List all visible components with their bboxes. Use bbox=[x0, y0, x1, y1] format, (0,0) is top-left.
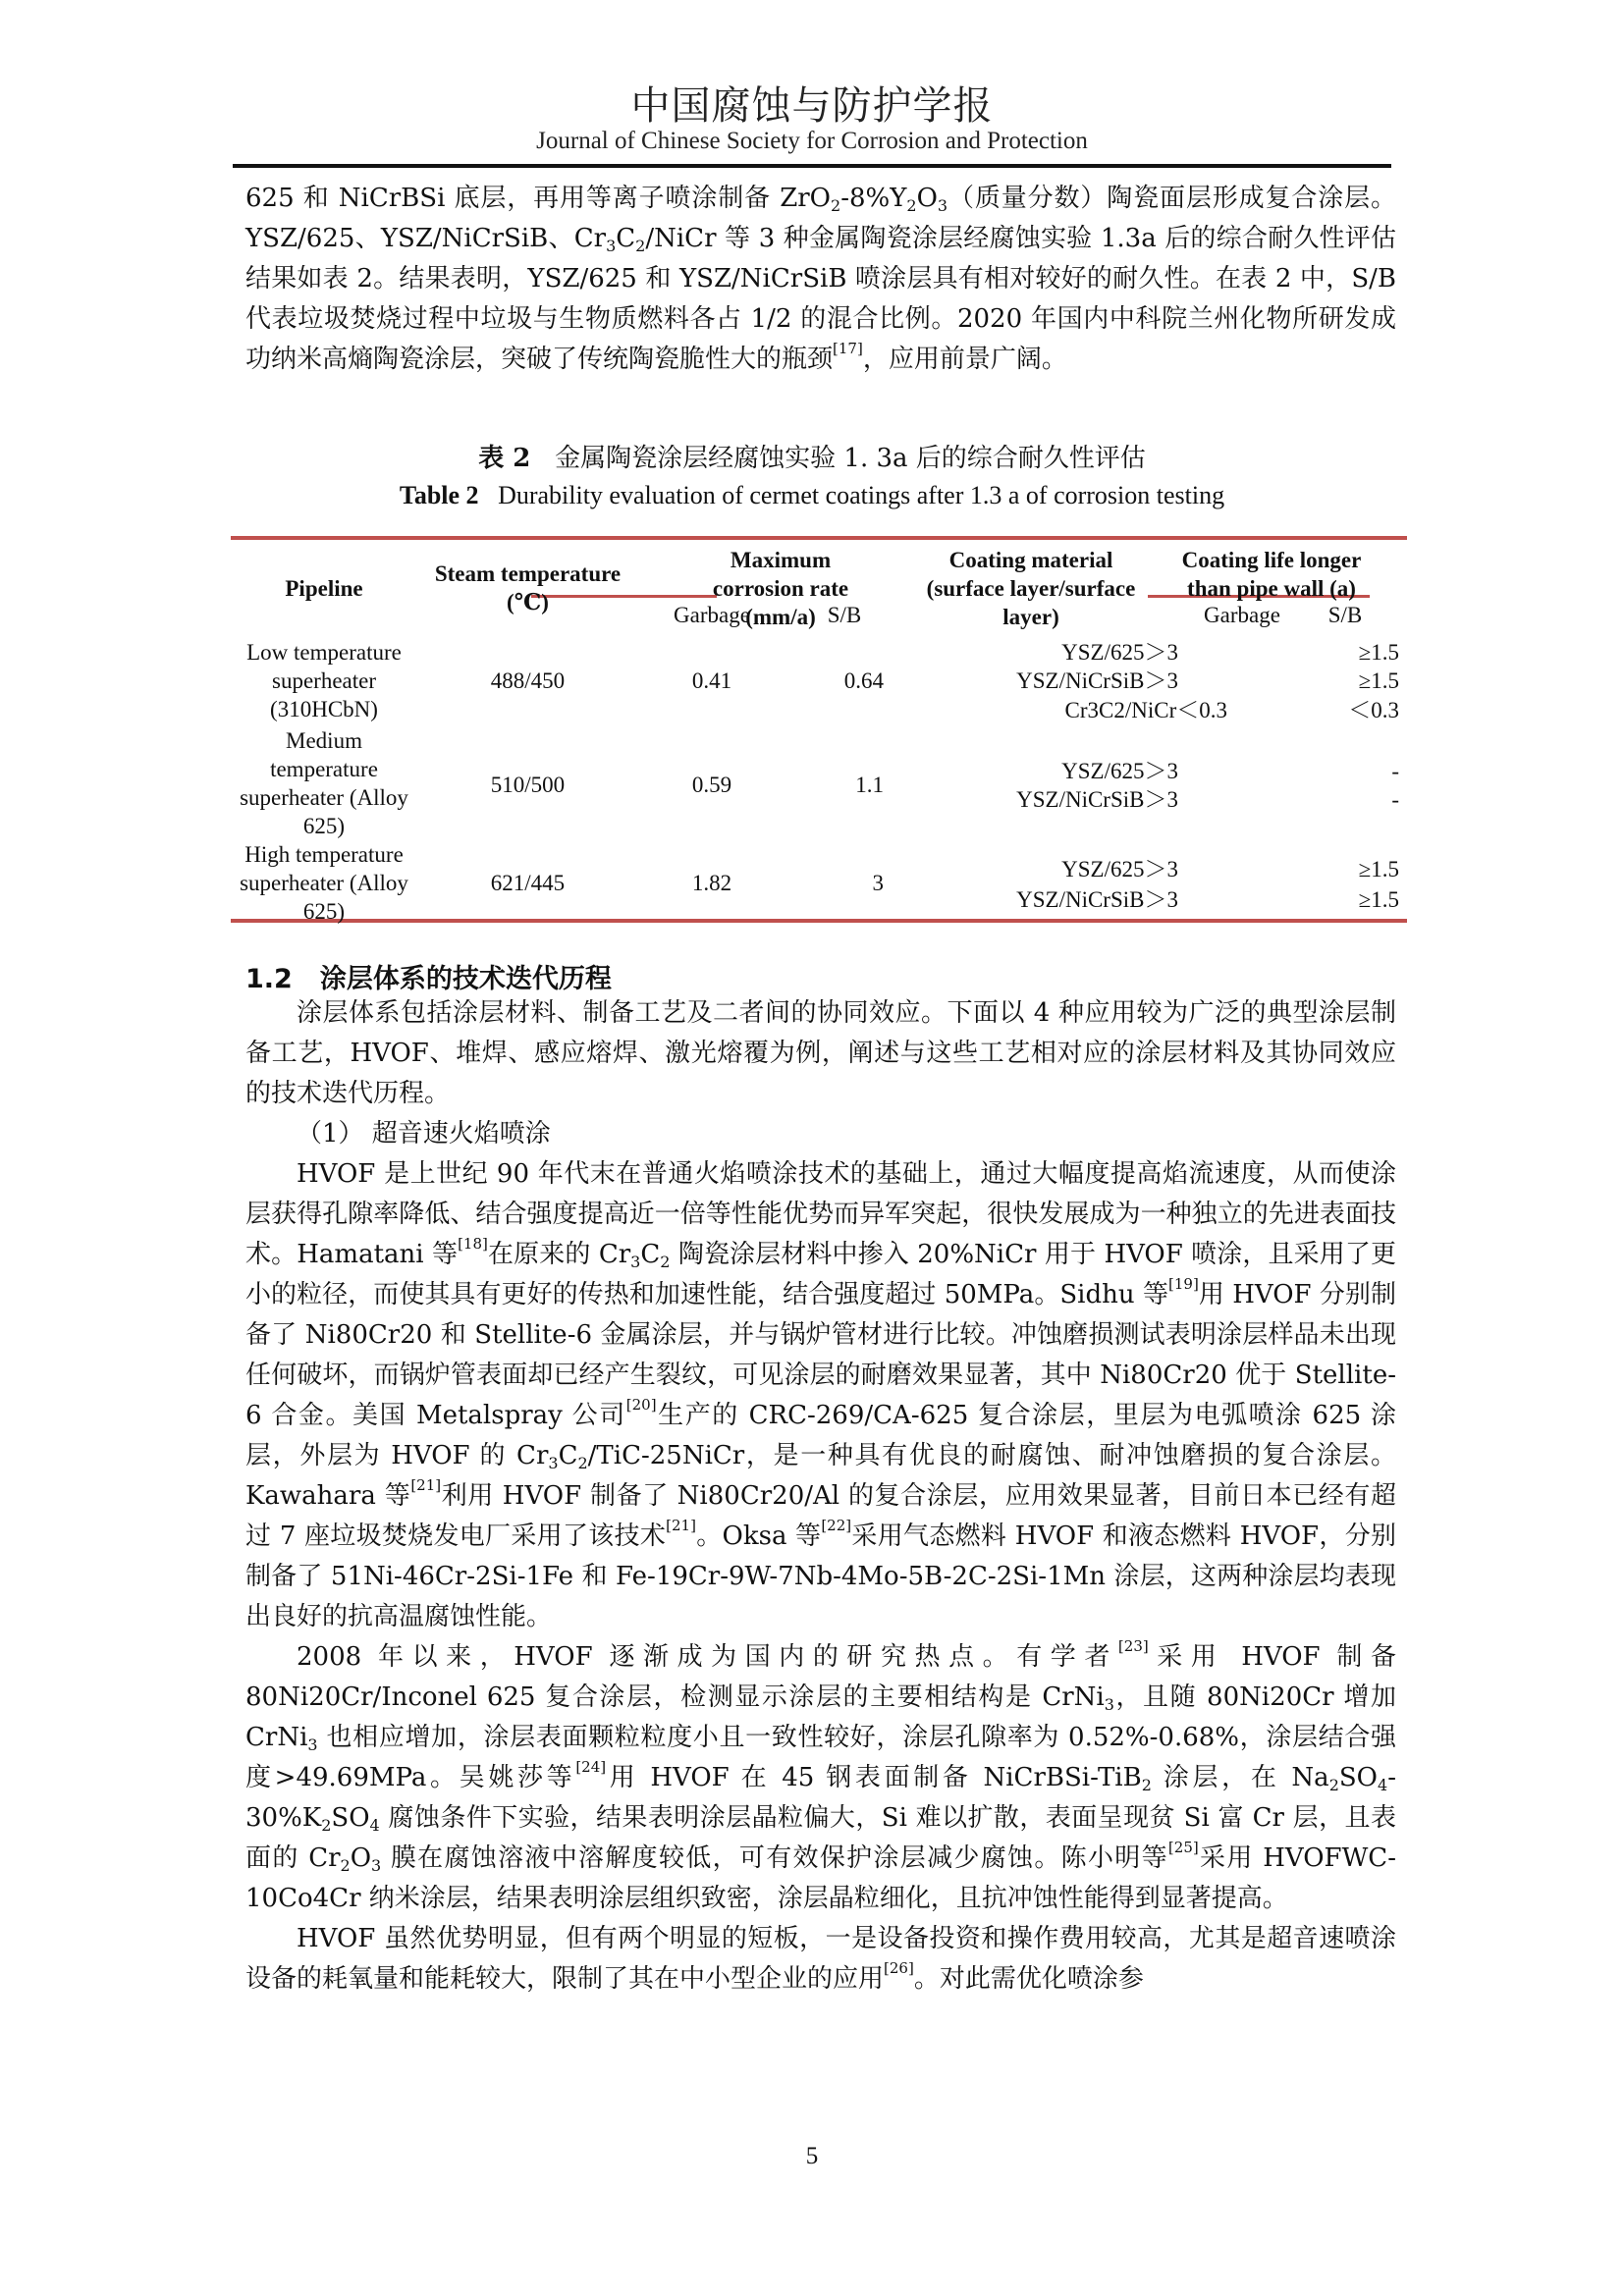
paragraph: 涂层体系包括涂层材料、制备工艺及二者间的协同效应。下面以 4 种应用较为广泛的典型涂层制备工艺，HVOF、堆焊、感应熔焊、激光熔覆为例，阐述与这些工艺相对应的涂层材料及其协同效应的技术迭代历程。 bbox=[245, 998, 1396, 1108]
text: ，应用前景广阔。 bbox=[862, 345, 1067, 374]
header-steam-temperature: Steam temperature (℃) bbox=[434, 561, 622, 614]
row2-pipeline: Medium temperature superheater (Alloy 625) bbox=[240, 728, 408, 838]
citation[interactable]: [26] bbox=[884, 1959, 914, 1977]
row3-life-sb-1: ≥1.5 bbox=[1358, 857, 1399, 881]
table-title-en: Durability evaluation of cermet coatings after 1.3 a of corrosion testing bbox=[498, 481, 1225, 509]
text: SO bbox=[1338, 1763, 1379, 1792]
text: C bbox=[640, 1240, 661, 1269]
page-number: 5 bbox=[805, 2143, 819, 2169]
journal-title-cn: 中国腐蚀与防护学报 bbox=[630, 83, 994, 129]
text: /TiC-25NiCr，是一种具有优良的耐腐蚀、耐冲蚀磨损的复合涂层。Kawahara 等 bbox=[245, 1441, 1397, 1511]
row2-corr-garbage: 0.59 bbox=[691, 773, 732, 797]
coating-life-garbage: ＞3 bbox=[1144, 857, 1178, 881]
row2-life-sb-1: - bbox=[1391, 759, 1399, 783]
text: O bbox=[350, 1843, 372, 1873]
paragraph-hvof-history bbox=[245, 1154, 1396, 1637]
coating-material: YSZ/625 bbox=[1061, 857, 1145, 881]
row1-life-sb-1: ≥1.5 bbox=[1358, 640, 1399, 665]
row3-life-sb-2: ≥1.5 bbox=[1358, 887, 1399, 912]
row3-coating-2 bbox=[923, 885, 1178, 914]
coating-material: YSZ/NiCrSiB bbox=[1016, 668, 1145, 693]
coating-material: Cr3C2/NiCr bbox=[1064, 698, 1177, 722]
citation[interactable]: [20] bbox=[625, 1396, 657, 1414]
row1-coating-1 bbox=[923, 638, 1178, 667]
section-title: 涂层体系的技术迭代历程 bbox=[319, 964, 612, 994]
text: C bbox=[558, 1441, 578, 1470]
coating-life-garbage: ＞3 bbox=[1144, 787, 1178, 812]
paragraph-domestic-research bbox=[245, 1637, 1396, 1919]
text: ，且随 80Ni20Cr 增加 CrNi bbox=[245, 1682, 1396, 1752]
text: 用 HVOF 在 45 钢表面制备 NiCrBSi-TiB bbox=[606, 1763, 1142, 1792]
text: 膜在腐蚀溶液中溶解度较低，可有效保护涂层减少腐蚀。陈小明等 bbox=[381, 1843, 1168, 1873]
row1-corr-sb: 0.64 bbox=[843, 668, 884, 693]
row1-coating-3 bbox=[923, 696, 1227, 724]
row3-steam-temp: 621/445 bbox=[490, 871, 566, 895]
header-max-corrosion: Maximum corrosion rate (mm/a) bbox=[712, 548, 849, 629]
table-caption-cn bbox=[0, 438, 1624, 474]
text: HVOF 是上世纪 90 年代末在普通火焰喷涂技术的基础上，通过大幅度提高焰流速度，从而使涂层获得孔隙率降低、结合强度提高近一倍等性能优势而异军突起，很快发展成为一种独立的先进表面技术。Hamatani 等 bbox=[245, 1159, 1396, 1269]
intro-paragraph bbox=[245, 179, 1396, 380]
journal-title-en: Journal of Chinese Society for Corrosion and Protection bbox=[536, 128, 1088, 154]
citation[interactable]: [24] bbox=[575, 1758, 607, 1776]
section-number: 1.2 bbox=[245, 964, 293, 994]
header-corrosion-garbage: Garbage bbox=[674, 603, 750, 627]
text: 涂层，在 Na bbox=[1151, 1763, 1329, 1792]
coating-material: YSZ/625 bbox=[1061, 640, 1145, 665]
subsection-title: （1） 超音速火焰喷涂 bbox=[297, 1119, 551, 1148]
table-top-rule bbox=[231, 536, 1407, 540]
subscript: 3 bbox=[606, 237, 617, 255]
text: 采用 HVOFWC-10Co4Cr 纳米涂层，结果表明涂层组织致密，涂层晶粒细化，且抗冲蚀性能得到显著提高。 bbox=[245, 1843, 1396, 1913]
row3-corr-sb: 3 bbox=[872, 871, 884, 895]
header-coating-life: Coating life longer than pipe wall (a) bbox=[1181, 548, 1362, 601]
coating-life-garbage: ＞3 bbox=[1144, 668, 1178, 693]
text: SO bbox=[331, 1803, 370, 1833]
text: /NiCr 等 3 种金属陶瓷涂层经腐蚀实验 1.3a 后的综合耐久性评估结果如表 2。结果表明，YSZ/625 和 YSZ/NiCrSiB 喷涂层具有相对较好的耐久性。在表 2 中，S/B 代表垃圾焚烧过程中垃圾与生物质燃料各占 1/2 的混合比例。2020 年国内中科院兰州化物所研发成功纳米高熵陶瓷涂层，突破了传统陶瓷脆性大的瓶颈 bbox=[245, 224, 1396, 374]
coating-life-garbage: ＞3 bbox=[1144, 887, 1178, 912]
text: 2008 年以来，HVOF 逐渐成为国内的研究热点。有学者 bbox=[297, 1642, 1118, 1672]
subscript: 3 bbox=[630, 1253, 641, 1271]
row3-coating-1 bbox=[923, 855, 1178, 883]
subscript: 2 bbox=[635, 237, 646, 255]
citation[interactable]: [21] bbox=[410, 1476, 442, 1494]
text: -30%K bbox=[245, 1763, 1396, 1833]
citation[interactable]: [17] bbox=[833, 340, 863, 357]
text: 。对此需优化喷涂参 bbox=[913, 1964, 1144, 1994]
coating-material: YSZ/NiCrSiB bbox=[1016, 787, 1145, 812]
citation[interactable]: [18] bbox=[458, 1235, 488, 1253]
text: 陶瓷涂层材料中掺入 20%NiCr 用于 HVOF 喷涂，且采用了更小的粒径，而使其具有更好的传热和加速性能，结合强度超过 50MPa。Sidhu 等 bbox=[245, 1240, 1396, 1309]
header-life-sb: S/B bbox=[1327, 603, 1363, 627]
subscript: 2 bbox=[660, 1253, 671, 1271]
subscript: 3 bbox=[1104, 1695, 1114, 1714]
text: C bbox=[616, 224, 636, 253]
header-rule bbox=[233, 164, 1391, 168]
row1-corr-garbage: 0.41 bbox=[691, 668, 732, 693]
citation[interactable]: [22] bbox=[821, 1517, 852, 1534]
row1-coating-2 bbox=[923, 667, 1178, 695]
subscript: 3 bbox=[307, 1735, 318, 1754]
text: 也相应增加，涂层表面颗粒粒度小且一致性较好，涂层孔隙率为 0.52%-0.68%，涂层结合强度>49.69MPa。吴姚莎等 bbox=[245, 1723, 1396, 1792]
text: 在原来的 Cr bbox=[487, 1240, 631, 1269]
coating-material: YSZ/NiCrSiB bbox=[1016, 887, 1145, 912]
row1-life-sb-2: ≥1.5 bbox=[1358, 668, 1399, 693]
subscript: 2 bbox=[1328, 1776, 1339, 1794]
text: 用 HVOF 分别制备了 Ni80Cr20 和 Stellite-6 金属涂层，并与锅炉管材进行比较。冲蚀磨损测试表明涂层样品未出现任何破坏，而锅炉管表面却已经产生裂纹，可见涂层的耐磨效果显著，其中 Ni80Cr20 优于 Stellite-6 合金。美国 Metalspray 公司 bbox=[245, 1280, 1396, 1430]
table-title-cn: 金属陶瓷涂层经腐蚀实验 1. 3a 后的综合耐久性评估 bbox=[555, 444, 1146, 473]
coating-life-garbage: ＞3 bbox=[1144, 759, 1178, 783]
row1-life-sb-3: ＜0.3 bbox=[1348, 698, 1399, 722]
subscript: 2 bbox=[321, 1816, 332, 1835]
text: 腐蚀条件下实验，结果表明涂层晶粒偏大，Si 难以扩散，表面呈现贫 Si 富 Cr 层，且表面的 Cr bbox=[245, 1803, 1396, 1873]
row3-pipeline: High temperature superheater (Alloy 625) bbox=[240, 842, 408, 924]
row2-corr-sb: 1.1 bbox=[855, 773, 884, 797]
text: HVOF 虽然优势明显，但有两个明显的短板，一是设备投资和操作费用较高，尤其是超音速喷涂设备的耗氧量和能耗较大，限制了其在中小型企业的应用 bbox=[245, 1924, 1396, 1994]
header-coating-material: Coating material (surface layer/surface layer) bbox=[926, 548, 1136, 629]
coating-life-garbage: ＞3 bbox=[1144, 640, 1178, 665]
subscript: 3 bbox=[371, 1856, 382, 1875]
subscript: 2 bbox=[906, 196, 917, 215]
row2-coating-1 bbox=[923, 757, 1178, 785]
row2-life-sb-2: - bbox=[1391, 787, 1399, 812]
text: -8%Y bbox=[840, 184, 907, 213]
row2-steam-temp: 510/500 bbox=[490, 773, 566, 797]
subscript: 2 bbox=[577, 1454, 588, 1472]
subscript: 3 bbox=[937, 196, 948, 215]
subscript: 2 bbox=[831, 196, 841, 215]
text: 625 和 NiCrBSi 底层，再用等离子喷涂制备 ZrO bbox=[245, 184, 831, 213]
subscript: 2 bbox=[340, 1856, 351, 1875]
text: 生产的 CRC-269/CA-625 复合涂层，里层为电弧喷涂 625 涂层，外层为 HVOF 的 Cr bbox=[245, 1401, 1396, 1470]
text: O bbox=[916, 184, 938, 213]
header-pipeline: Pipeline bbox=[285, 576, 363, 601]
row3-corr-garbage: 1.82 bbox=[691, 871, 732, 895]
subscript: 4 bbox=[369, 1816, 380, 1835]
row2-coating-2 bbox=[923, 785, 1178, 814]
text: 。Oksa 等 bbox=[695, 1522, 822, 1551]
row1-steam-temp: 488/450 bbox=[490, 668, 566, 693]
header-life-garbage: Garbage bbox=[1204, 603, 1280, 627]
paragraph-hvof-drawbacks bbox=[245, 1919, 1396, 2000]
citation[interactable]: [25] bbox=[1167, 1839, 1199, 1856]
row1-pipeline: Low temperature superheater (310HCbN) bbox=[246, 640, 402, 721]
citation[interactable]: [19] bbox=[1168, 1275, 1199, 1293]
table-caption-en bbox=[0, 481, 1624, 510]
citation[interactable]: [23] bbox=[1117, 1637, 1149, 1655]
subscript: 3 bbox=[548, 1454, 559, 1472]
text: 利用 HVOF 制备了 Ni80Cr20/Al 的复合涂层，应用效果显著，目前日本已经有超过 7 座垃圾焚烧发电厂采用了该技术 bbox=[245, 1481, 1396, 1551]
coating-material: YSZ/625 bbox=[1061, 759, 1145, 783]
section-heading bbox=[245, 957, 639, 995]
section-body bbox=[245, 993, 1396, 2000]
coating-life-garbage: ＜0.3 bbox=[1176, 698, 1227, 722]
text: 采用 HVOF 制备 80Ni20Cr/Inconel 625 复合涂层，检测显示涂层的主要相结构是 CrNi bbox=[245, 1642, 1396, 1712]
header-corrosion-sb: S/B bbox=[827, 603, 862, 627]
subscript: 2 bbox=[1141, 1776, 1152, 1794]
text: （质量分数）陶瓷面层形成复合涂层。YSZ/625、YSZ/NiCrSiB、Cr bbox=[245, 184, 1396, 253]
table-label-en: Table 2 bbox=[399, 481, 479, 509]
table-label-cn: 表 2 bbox=[478, 444, 531, 473]
citation[interactable]: [21] bbox=[666, 1517, 696, 1534]
text: 采用气态燃料 HVOF 和液态燃料 HVOF，分别制备了 51Ni-46Cr-2Si-1Fe 和 Fe-19Cr-9W-7Nb-4Mo-5B-2C-2Si-1Mn 涂层，这两种涂层均表现出良好的抗高温腐蚀性能。 bbox=[245, 1522, 1396, 1631]
subscript: 4 bbox=[1378, 1776, 1388, 1794]
